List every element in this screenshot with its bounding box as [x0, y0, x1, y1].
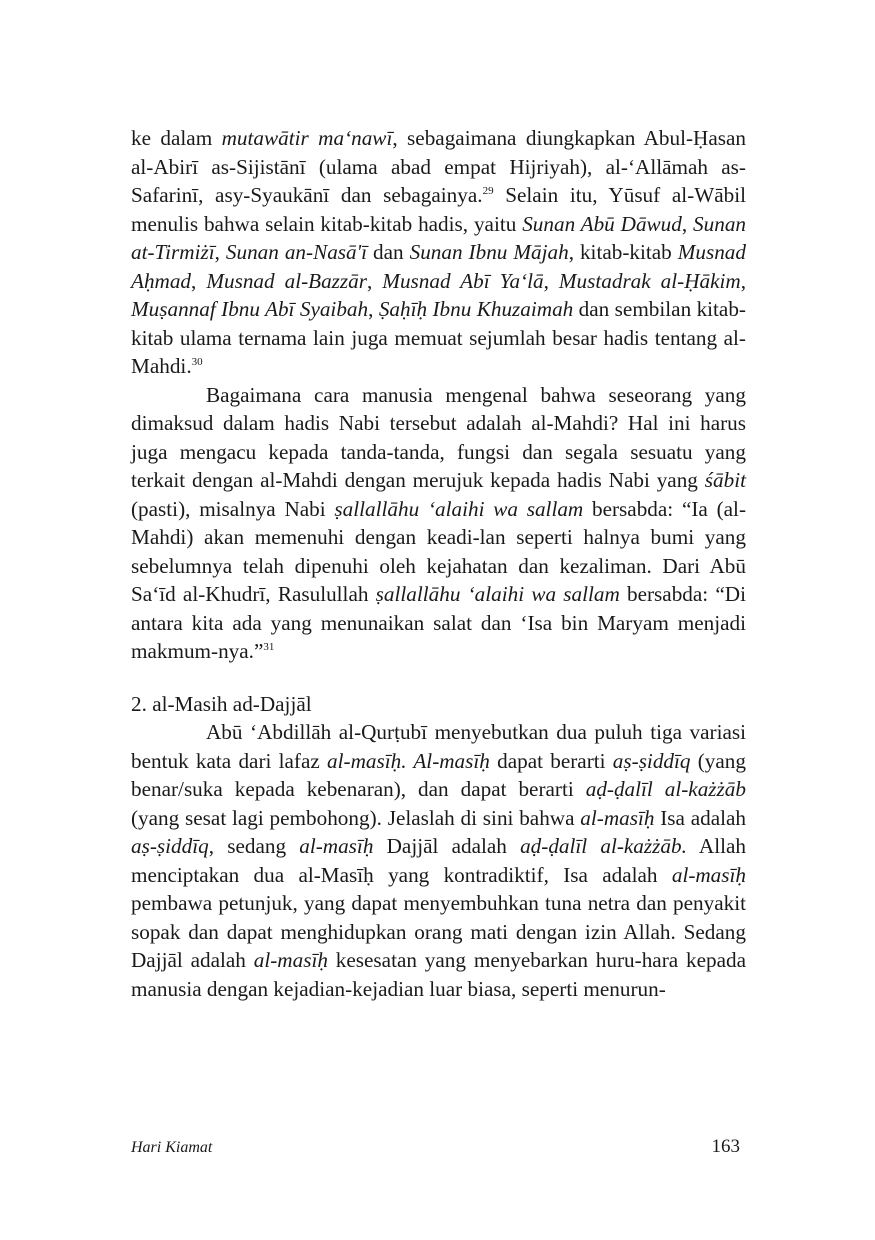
- page-footer: [131, 1136, 740, 1158]
- text-run: , sebagaimana diungkapkan Abul-Ḥasan al-Abirī as-Sijistānī (ulama abad empat Hijriyah), al-‘Allāmah as-Safarinī, asy-Syaukānī dan sebagainya.: [131, 126, 746, 207]
- italic-term: Musnad al-Bazzār: [206, 268, 367, 293]
- text-run: Selain itu, Yūsuf al-Wābil menulis bahwa selain kitab-kitab hadis, yaitu: [131, 183, 746, 236]
- italic-term: mutawātir ma‘nawī: [221, 126, 393, 150]
- running-footer-title: Hari Kiamat: [131, 1139, 213, 1156]
- section-heading: 2. al-Masih ad-Dajjāl: [131, 691, 312, 716]
- text-run: , kitab-kitab: [568, 240, 678, 264]
- page-number: 163: [711, 1136, 740, 1157]
- text-run: dan sembilan kitab-kitab ulama ternama lain juga memuat sejumlah besar hadis tentang al-Mahdi.: [131, 297, 746, 378]
- italic-term: aḍ-ḍalīl al-każżāb: [585, 777, 746, 801]
- text-run: Allah menciptakan dua al-Masīḥ yang kontradiktif, Isa adalah: [131, 834, 746, 887]
- italic-term: al-masīḥ: [580, 805, 655, 830]
- text-run: Bagaimana cara manusia mengenal bahwa seseorang yang dimaksud dalam hadis Nabi tersebut adalah al-Mahdi? Hal ini harus juga mengacu kepada tanda-tanda, fungsi dan segala sesuatu yang terkait dengan al-Mahdi dengan merujuk kepada hadis Nabi yang: [131, 382, 746, 492]
- text-run: ,: [543, 268, 559, 293]
- italic-term: Musnad Abī Ya‘lā: [382, 268, 544, 293]
- text-run: Abū ‘Abdillāh al-Qurṭubī menyebutkan dua puluh tiga variasi bentuk kata dari lafaz: [131, 720, 746, 773]
- text-run: (yang benar/suka kepada kebenaran), dan dapat berarti: [131, 748, 746, 801]
- paragraph-2: [131, 381, 746, 666]
- text-run: ,: [214, 240, 226, 264]
- italic-term: Muṣannaf Ibnu Abī Syaibah: [131, 297, 369, 321]
- text-run: dapat berarti: [489, 748, 613, 773]
- italic-term: Sunan at-Tirmiżī: [131, 211, 746, 264]
- italic-term: Sunan an-Nasā'ī: [225, 240, 368, 264]
- footnote-marker: 30: [191, 355, 203, 368]
- italic-term: Mustadrak al-Ḥākim: [558, 268, 741, 293]
- text-run: Isa adalah: [654, 805, 746, 830]
- text-run: kesesatan yang menyebarkan huru-hara kepada manusia dengan kejadian-kejadian luar biasa, seperti menurun-: [131, 948, 746, 1001]
- italic-term: ṣallallāhu ‘alaihi wa sallam: [334, 496, 584, 521]
- text-run: ,: [367, 268, 383, 293]
- text-run: bersabda: “Ia (al-Mahdi) akan memenuhi dengan keadi-lan seperti halnya bumi yang sebelumnya telah dipenuhi oleh kejahatan dan kezaliman. Dari Abū Sa‘īd al-Khudrī, Rasulullah: [131, 496, 746, 606]
- italic-term: al-masīḥ. Al-masīḥ: [327, 748, 490, 773]
- paragraph-1: [131, 124, 746, 381]
- italic-term: al-masīḥ: [671, 862, 746, 887]
- italic-term: aḍ-ḍalīl al-każżāb.: [520, 834, 687, 858]
- italic-term: ṣallallāhu ‘alaihi wa sallam: [375, 582, 620, 606]
- italic-term: Sunan Abū Dāwud: [522, 211, 682, 236]
- text-run: ,: [740, 268, 746, 293]
- text-run: ,: [681, 211, 694, 236]
- footnote-marker: 31: [263, 640, 275, 653]
- italic-term: aṣ-ṣiddīq: [131, 834, 209, 858]
- text-run: (yang sesat lagi pembohong). Jelaslah di sini bahwa: [131, 805, 581, 830]
- text-run: dan: [367, 240, 410, 264]
- paragraph-3: [131, 718, 746, 1003]
- italic-term: aṣ-ṣiddīq: [612, 748, 691, 773]
- italic-term: al-masīḥ: [299, 834, 374, 858]
- body-text: [131, 124, 746, 1003]
- footnote-marker: 29: [482, 184, 494, 197]
- italic-term: al-masīḥ: [253, 948, 328, 972]
- text-run: Dajjāl adalah: [373, 834, 521, 858]
- italic-term: Musnad Aḥmad: [131, 240, 746, 293]
- text-run: pembawa petunjuk, yang dapat menyembuhkan tuna netra dan penyakit sopak dan dapat menghidupkan orang mati dengan izin Allah. Sedang Dajjāl adalah: [131, 891, 746, 972]
- text-run: (pasti), misalnya Nabi: [131, 496, 335, 521]
- text-run: bersabda: “Di antara kita ada yang menunaikan salat dan ‘Isa bin Maryam menjadi makmum-nya.”: [131, 582, 746, 663]
- text-run: ,: [191, 268, 207, 293]
- text-run: , sedang: [208, 834, 300, 858]
- italic-term: Sunan Ibnu Mājah: [409, 240, 569, 264]
- text-run: ,: [368, 297, 379, 321]
- italic-term: Ṣaḥīḥ Ibnu Khuzaimah: [378, 297, 574, 321]
- text-run: ke dalam: [131, 126, 222, 150]
- italic-term: śābit: [704, 468, 746, 492]
